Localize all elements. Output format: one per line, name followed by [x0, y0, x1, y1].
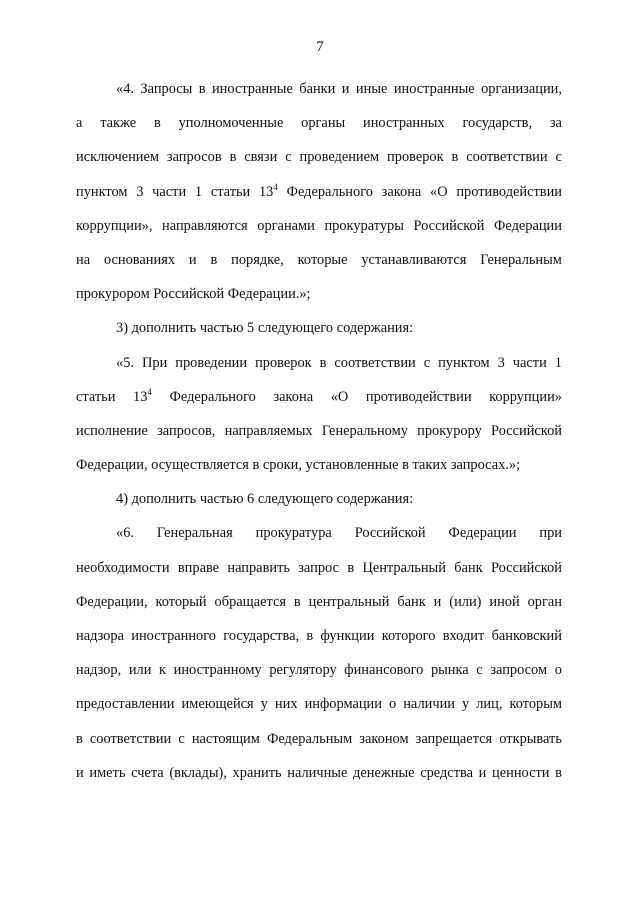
word: центральный — [308, 593, 390, 610]
word: счета — [131, 764, 164, 781]
word: государств, — [462, 115, 533, 132]
word: основаниях — [103, 251, 176, 268]
word: надзор, — [76, 662, 122, 679]
word: соответствии — [334, 354, 416, 371]
word: Федерации — [494, 217, 562, 234]
word: Федерального — [169, 388, 256, 405]
word: прокуратура — [255, 525, 332, 542]
word: пунктом — [76, 183, 128, 200]
word: запрос — [298, 559, 339, 576]
word: в — [451, 149, 459, 166]
text-line — [76, 243, 562, 277]
word: иметь — [89, 764, 126, 781]
word: части — [512, 354, 547, 371]
word: в — [319, 354, 327, 371]
word: «5. — [116, 354, 134, 371]
word: коррупции» — [489, 388, 562, 405]
word: $13^4$ — [258, 181, 278, 200]
word: в — [347, 559, 355, 576]
word: коррупции», — [76, 217, 153, 234]
word: в — [76, 730, 83, 747]
word: связи — [244, 149, 278, 166]
word: Запросы — [140, 81, 193, 97]
word: Российской — [490, 559, 562, 576]
word: с — [555, 149, 562, 166]
word: Российской — [354, 525, 426, 542]
text-line — [76, 72, 562, 106]
word: Федерации — [448, 525, 517, 542]
word: в — [198, 81, 206, 97]
word: в — [306, 628, 314, 644]
word: с — [423, 354, 431, 371]
word: хранить — [232, 764, 282, 781]
word: проверок — [255, 354, 312, 371]
article-superscript: 4 — [273, 181, 278, 192]
word: пунктом — [438, 354, 490, 371]
word: Центральный — [362, 559, 446, 576]
word: прокурору — [417, 422, 482, 439]
word: Генеральная — [156, 525, 233, 542]
text-line — [76, 551, 562, 585]
word: При — [141, 354, 168, 371]
word: исполнение — [76, 422, 148, 439]
word: 1 — [194, 183, 203, 200]
word: или — [128, 662, 152, 679]
word: ценности — [492, 764, 550, 781]
word: устанавливаются — [361, 251, 467, 268]
word: закона — [381, 183, 422, 200]
word: противодействии — [456, 183, 562, 200]
word: противодействии — [365, 388, 472, 405]
line-text: Федерации, осуществляется в сроки, установленные в таких запросах.»; — [76, 457, 521, 474]
text-line — [76, 106, 562, 140]
text-line — [76, 448, 562, 482]
word: за — [549, 115, 562, 132]
word: входит — [442, 628, 485, 644]
word: иностранного — [131, 628, 216, 644]
word: направляемых — [224, 422, 313, 439]
word: закона — [273, 388, 314, 405]
word: в — [210, 251, 218, 268]
word: «4. — [116, 81, 134, 97]
word: прокуратуры — [324, 217, 404, 234]
word: Федеральным — [266, 730, 353, 747]
word: средства — [420, 764, 473, 781]
text-line — [76, 175, 562, 209]
word: лиц, — [476, 696, 503, 713]
word: соответствии — [466, 149, 548, 166]
word: на — [76, 251, 91, 268]
word: Федерального — [286, 183, 373, 200]
article-superscript: 4 — [147, 386, 152, 397]
word: в — [229, 149, 237, 166]
word: денежные — [353, 764, 415, 781]
word: предоставлении — [76, 696, 175, 713]
word: в — [154, 115, 161, 132]
word: необходимости — [76, 559, 170, 576]
word: 3 — [136, 183, 144, 200]
word: «О — [430, 183, 448, 200]
word: законом — [359, 730, 409, 747]
word: иные — [355, 81, 388, 97]
word: органы — [301, 115, 346, 132]
word: который — [155, 593, 207, 610]
word: в — [555, 764, 562, 781]
word: у — [260, 696, 268, 713]
word: настоящим — [191, 730, 260, 747]
word: регулятору — [269, 662, 337, 679]
text-line — [76, 209, 562, 243]
word: банковский — [491, 628, 562, 644]
word: с — [285, 149, 292, 166]
word: о — [554, 662, 562, 679]
word: исключением — [76, 149, 159, 166]
word: которым — [509, 696, 562, 713]
word: рынка — [430, 662, 469, 679]
word: функции — [320, 628, 375, 644]
line-text: 3) дополнить частью 5 следующего содержания: — [116, 320, 414, 337]
word: банки — [299, 81, 336, 97]
word: вправе — [177, 559, 220, 576]
text-line — [76, 414, 562, 448]
word: в — [293, 593, 301, 610]
word: и — [76, 764, 84, 781]
word: иностранному — [173, 662, 262, 679]
word: государства, — [223, 628, 300, 644]
word: при — [539, 525, 562, 542]
word: них — [274, 696, 298, 713]
paragraph-part-4 — [76, 72, 562, 311]
word: обращается — [214, 593, 286, 610]
word: проведением — [299, 149, 380, 166]
paragraph-part-5 — [76, 346, 562, 483]
word: Российской — [491, 422, 562, 439]
text-line — [76, 311, 562, 345]
text-line — [76, 140, 562, 174]
word: банк — [397, 593, 426, 610]
word: «6. — [116, 525, 134, 542]
text-line — [76, 380, 562, 414]
text-line — [76, 653, 562, 687]
word: орган — [527, 593, 562, 610]
word: (вклады), — [169, 764, 227, 781]
word: запросов — [166, 149, 222, 166]
document-body — [76, 72, 562, 790]
word: иностранные — [211, 81, 293, 97]
word: и — [341, 81, 350, 97]
word: наличии — [403, 696, 455, 713]
word: проверок — [387, 149, 444, 166]
word: направляются — [162, 217, 248, 234]
word: открывать — [499, 730, 562, 747]
word: иностранные — [393, 81, 475, 97]
word: запрещается — [415, 730, 493, 747]
word: части — [152, 183, 187, 200]
page-number: 7 — [316, 39, 324, 55]
line-text: прокурором Российской Федерации.»; — [76, 286, 311, 303]
word: иностранных — [363, 115, 445, 132]
text-line — [76, 687, 562, 721]
word: проведении — [175, 354, 248, 371]
word: иной — [489, 593, 520, 610]
word: уполномоченные — [178, 115, 284, 132]
word: также — [100, 115, 137, 132]
word: (или) — [449, 593, 482, 610]
paragraph-item-3 — [76, 311, 562, 345]
text-line — [76, 756, 562, 790]
word: банк — [454, 559, 483, 576]
text-line — [76, 346, 562, 380]
word: Генеральным — [480, 251, 562, 268]
paragraph-part-6 — [76, 516, 562, 790]
word: и — [478, 764, 487, 781]
word: которые — [297, 251, 348, 268]
word: запросов, — [157, 422, 216, 439]
word: направить — [227, 559, 290, 576]
word: финансового — [344, 662, 424, 679]
word: с — [178, 730, 185, 747]
word: к — [159, 662, 167, 679]
word: соответствии — [89, 730, 172, 747]
paragraph-item-4 — [76, 482, 562, 516]
word: статьи — [210, 183, 251, 200]
text-line — [76, 277, 562, 311]
word: «О — [330, 388, 349, 405]
text-line — [76, 585, 562, 619]
word: Федерации, — [76, 593, 148, 610]
word: информации — [304, 696, 382, 713]
word: у — [462, 696, 470, 713]
word: а — [76, 115, 83, 132]
word: надзора — [76, 628, 124, 644]
word: организации, — [481, 81, 562, 97]
word: органами — [257, 217, 315, 234]
word: и — [433, 593, 442, 610]
word: порядке, — [231, 251, 284, 268]
word: $13^4$ — [133, 386, 152, 405]
text-line — [76, 722, 562, 756]
word: 3 — [497, 354, 505, 371]
text-line — [76, 619, 562, 653]
word: наличные — [287, 764, 348, 781]
text-line — [76, 516, 562, 550]
line-text: 4) дополнить частью 6 следующего содержания: — [116, 491, 414, 508]
word: Генеральному — [321, 422, 408, 439]
text-line — [76, 482, 562, 516]
word: о — [389, 696, 397, 713]
word: с — [476, 662, 483, 679]
word: имеющейся — [181, 696, 254, 713]
word: 1 — [554, 354, 562, 371]
word: запросом — [490, 662, 548, 679]
word: и — [188, 251, 197, 268]
word: статьи — [76, 388, 116, 405]
word: которого — [381, 628, 436, 644]
word: Российской — [413, 217, 485, 234]
